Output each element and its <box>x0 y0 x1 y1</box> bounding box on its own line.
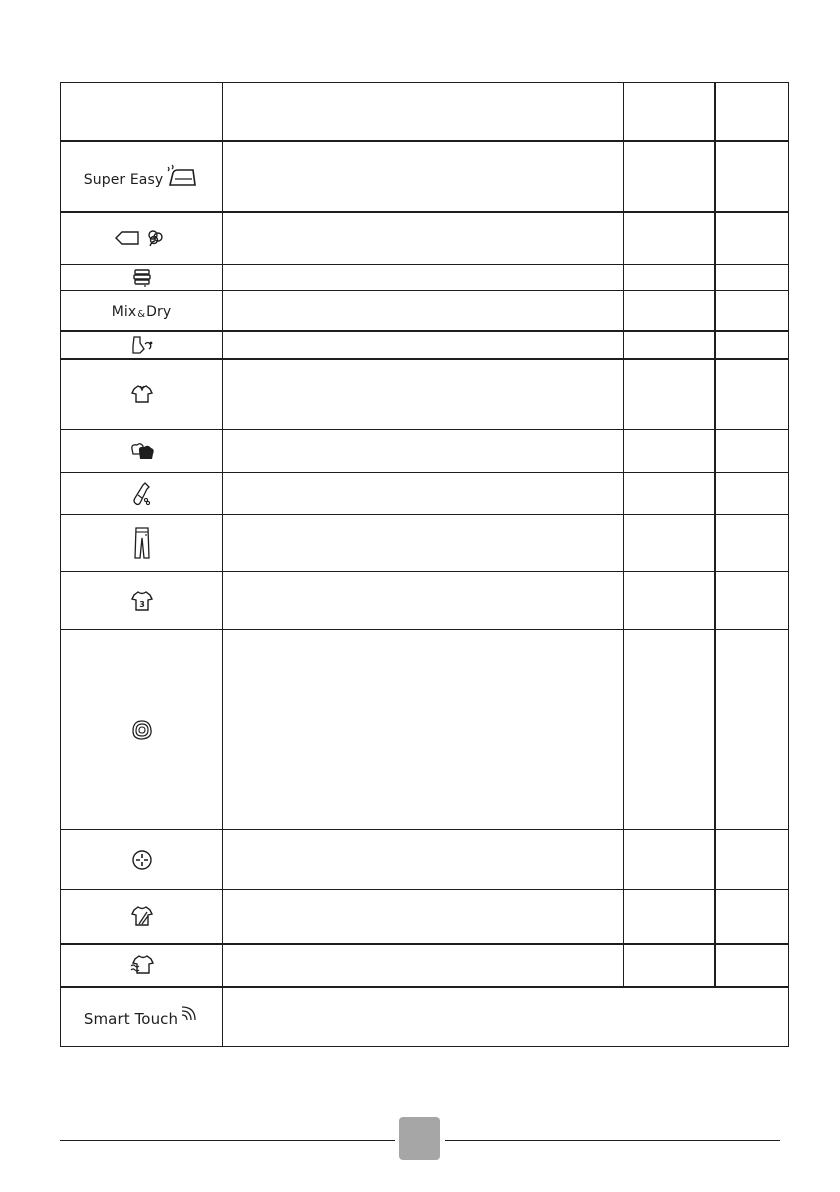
header-row <box>61 83 789 141</box>
smart-touch-icon <box>179 1005 199 1029</box>
bottle-icon <box>132 481 152 507</box>
footer-rule-right <box>445 1140 780 1141</box>
super-easy-logo <box>84 163 199 189</box>
table-row <box>61 515 789 572</box>
description-cell <box>223 515 624 572</box>
table-row <box>61 987 789 1047</box>
program-icon-cell <box>61 430 223 473</box>
program-icon-cell <box>61 890 223 944</box>
description-cell <box>223 830 624 890</box>
description-cell <box>223 572 624 630</box>
value-a-cell <box>624 141 715 212</box>
description-cell <box>223 265 624 291</box>
value-b-cell <box>715 630 789 830</box>
program-icon-cell <box>61 291 223 331</box>
value-b-cell <box>715 830 789 890</box>
table-row <box>61 944 789 987</box>
value-b-cell <box>715 890 789 944</box>
value-b-cell <box>715 291 789 331</box>
description-cell <box>223 359 624 430</box>
program-icon-cell <box>61 265 223 291</box>
program-icon-cell <box>61 331 223 359</box>
header-description-cell <box>223 83 624 141</box>
program-icon-cell <box>61 987 223 1047</box>
table-row <box>61 291 789 331</box>
description-cell <box>223 944 624 987</box>
program-table <box>60 82 789 1047</box>
value-b-cell <box>715 359 789 430</box>
program-icon-cell <box>61 473 223 515</box>
table-row <box>61 359 789 430</box>
value-b-cell <box>715 141 789 212</box>
shirt-number-icon <box>130 590 154 612</box>
value-a-cell <box>624 265 715 291</box>
value-a-cell <box>624 630 715 830</box>
cloud-cushion-icon <box>128 441 156 461</box>
value-a-cell <box>624 944 715 987</box>
program-icon-cell <box>61 359 223 430</box>
shirt-number-text: 3 <box>138 599 145 609</box>
table-row <box>61 265 789 291</box>
cotton-tag-icon <box>112 227 172 249</box>
table-row <box>61 212 789 265</box>
value-a-cell <box>624 572 715 630</box>
description-cell <box>223 212 624 265</box>
description-cell <box>223 890 624 944</box>
value-a-cell <box>624 515 715 572</box>
table-row <box>61 473 789 515</box>
value-a-cell <box>624 830 715 890</box>
description-cell <box>223 141 624 212</box>
table-row <box>61 430 789 473</box>
value-b-cell <box>715 944 789 987</box>
footer-rule-left <box>60 1140 395 1141</box>
shirt-stripe-icon <box>130 905 154 927</box>
value-b-cell <box>715 331 789 359</box>
stack-clothes-icon <box>131 268 153 288</box>
value-b-cell <box>715 473 789 515</box>
mix-dry-icon: Mix & Dry <box>111 303 172 320</box>
program-icon-cell <box>61 515 223 572</box>
value-a-cell <box>624 212 715 265</box>
table-row <box>61 141 789 212</box>
description-cell <box>223 331 624 359</box>
plus-circle-icon <box>131 849 153 871</box>
value-a-cell <box>624 359 715 430</box>
header-program-cell <box>61 83 223 141</box>
smart-touch-text: Smart Touch <box>83 1009 179 1028</box>
program-icon-cell <box>61 944 223 987</box>
table-row <box>61 630 789 830</box>
jeans-icon <box>133 526 151 560</box>
super-easy-iron-icon <box>165 163 199 189</box>
super-easy-text: Super Easy <box>83 172 164 188</box>
baby-bodysuit-icon <box>129 335 155 355</box>
program-icon-cell <box>61 572 223 630</box>
smart-touch-logo <box>84 1005 199 1029</box>
value-b-cell <box>715 515 789 572</box>
header-col-a-cell <box>624 83 715 141</box>
table-row <box>61 572 789 630</box>
table-row <box>61 830 789 890</box>
smart-touch-description-cell <box>223 987 789 1047</box>
value-b-cell <box>715 572 789 630</box>
shirt-icon <box>130 384 154 404</box>
value-a-cell <box>624 430 715 473</box>
wool-ball-icon <box>130 718 154 742</box>
description-cell <box>223 630 624 830</box>
value-b-cell <box>715 265 789 291</box>
table-row <box>61 890 789 944</box>
page-number-tab <box>399 1117 440 1160</box>
description-cell <box>223 291 624 331</box>
shirt-waves-icon <box>129 954 155 976</box>
program-icon-cell <box>61 141 223 212</box>
description-cell <box>223 430 624 473</box>
program-icon-cell <box>61 630 223 830</box>
program-icon-cell <box>61 212 223 265</box>
description-cell <box>223 473 624 515</box>
header-col-b-cell <box>715 83 789 141</box>
value-a-cell <box>624 291 715 331</box>
table-row <box>61 331 789 359</box>
value-a-cell <box>624 890 715 944</box>
program-icon-cell <box>61 830 223 890</box>
value-b-cell <box>715 430 789 473</box>
value-a-cell <box>624 331 715 359</box>
value-a-cell <box>624 473 715 515</box>
value-b-cell <box>715 212 789 265</box>
